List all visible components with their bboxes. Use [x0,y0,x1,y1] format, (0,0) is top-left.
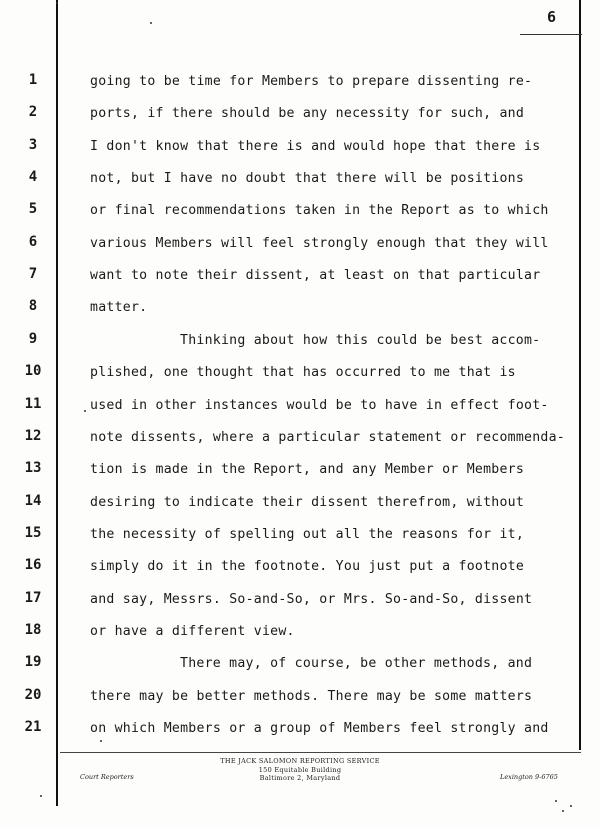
transcript-line: simply do it in the footnote. You just put a footnote [90,559,525,575]
line-number: 7 [28,266,38,283]
scan-speck [562,810,564,812]
transcript-line: ports, if there should be any necessity for such, and [90,106,525,122]
transcript-line: and say, Messrs. So-and-So, or Mrs. So-and-So, dissent [90,591,533,607]
line-number: 16 [24,557,42,574]
scan-speck [570,805,572,807]
transcript-line: or final recommendations taken in the Report as to which [90,203,549,219]
scan-speck [84,410,86,412]
transcript-line: matter. [90,300,148,316]
transcript-line: going to be time for Members to prepare dissenting re- [90,74,533,89]
transcript-line: used in other instances would be to have in effect foot- [90,397,549,413]
line-number: 18 [24,621,42,638]
line-number: 10 [24,363,42,380]
line-number: 8 [28,298,38,315]
footer-address-line-1: 150 Equitable Building [258,766,342,774]
line-number: 15 [24,524,42,541]
footer-service-name: THE JACK SALOMON REPORTING SERVICE [220,757,380,765]
page-number-rule [520,34,582,35]
transcript-line: not, but I have no doubt that there will be positions [90,171,525,187]
transcript-line: on which Members or a group of Members feel strongly and [90,721,549,736]
scan-speck [150,22,152,24]
footer-left-label: Court Reporters [80,773,134,781]
line-number: 11 [24,395,42,412]
transcript-line: various Members will feel strongly enough that they will [90,235,549,251]
transcript-line: there may be better methods. There may be some matters [90,688,533,704]
transcript-line: tion is made in the Report, and any Member or Members [90,462,525,478]
right-margin-rule [579,0,581,750]
line-number: 9 [28,330,38,347]
scan-speck [100,740,102,742]
page-number: 6 [547,8,557,26]
line-number: 14 [24,492,42,509]
transcript-line: I don't know that there is and would hope that there is [90,138,541,154]
line-number: 5 [28,201,38,218]
scan-speck [555,800,557,802]
line-number: 2 [28,104,38,121]
line-number: 13 [24,460,42,477]
line-number: 19 [24,654,42,671]
line-number: 17 [24,589,42,606]
scan-speck [40,795,42,797]
transcript-line: note dissents, where a particular statement or recommenda- [90,429,565,445]
line-number: 6 [28,233,38,250]
transcript-line: or have a different view. [90,623,295,639]
line-number: 3 [28,136,38,153]
line-number: 20 [24,686,42,703]
line-number: 12 [24,427,42,444]
scan-speck [56,2,58,4]
footer-right-label: Lexington 9-6765 [500,773,558,781]
line-number: 4 [28,169,38,186]
left-margin-rule [56,0,58,806]
transcript-line: the necessity of spelling out all the reasons for it, [90,526,525,542]
line-number: 1 [28,72,38,88]
transcript-line: want to note their dissent, at least on that particular [90,268,541,284]
footer-rule [60,752,581,753]
transcript-line: desiring to indicate their dissent therefrom, without [90,494,525,510]
transcript-line: Thinking about how this could be best accom- [180,332,541,348]
transcript-line: plished, one thought that has occurred to me that is [90,365,516,381]
footer-address-line-2: Baltimore 2, Maryland [259,774,341,782]
transcript-line: There may, of course, be other methods, and [180,656,533,672]
line-number: 21 [24,719,42,735]
